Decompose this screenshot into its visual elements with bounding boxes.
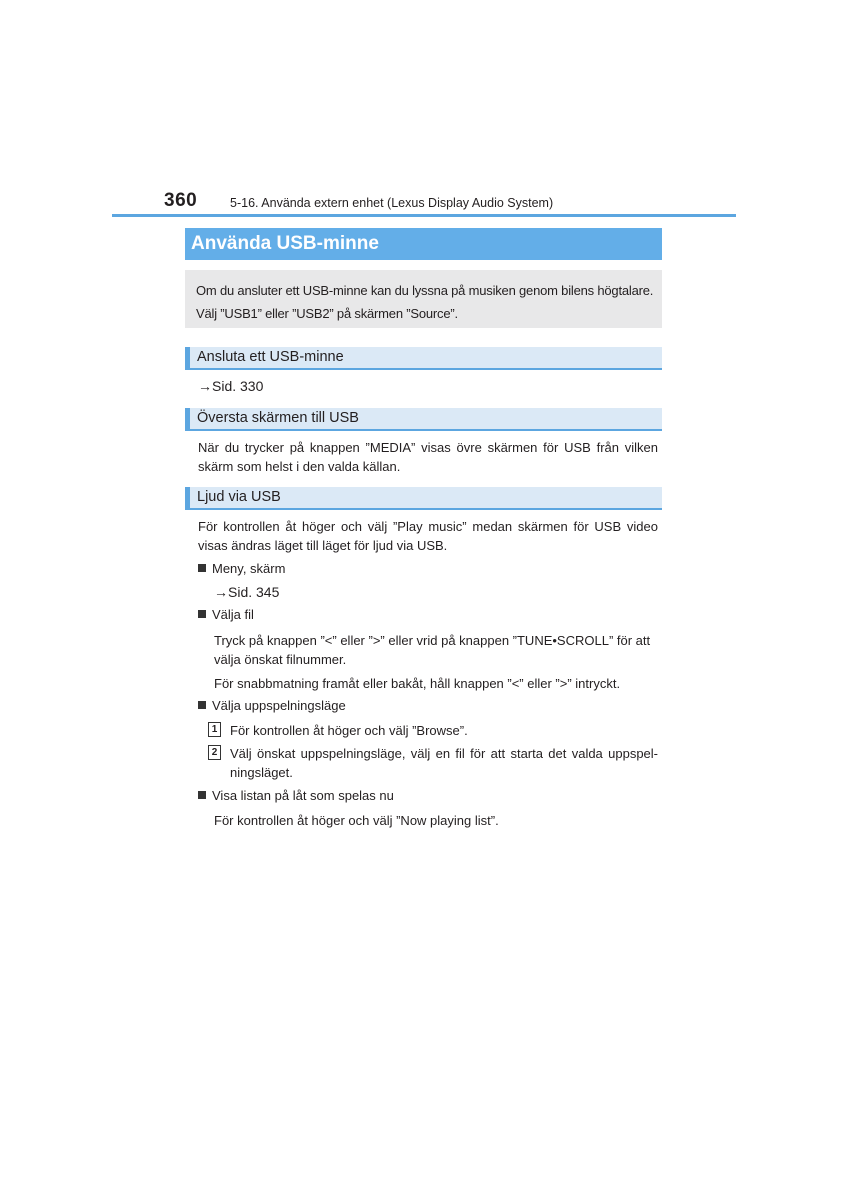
section-heading-top-screen — [185, 408, 662, 431]
section-heading-connect — [185, 347, 662, 370]
audio-text: För kontrollen åt höger och välj ”Play music” medan skärmen för USB video visas ändras läget till läget för ljud via USB. — [198, 519, 658, 553]
connect-page-ref: →Sid. 330 — [198, 378, 264, 394]
now-playing-heading — [198, 788, 394, 803]
section-heading-audio-label: Ljud via USB — [197, 489, 281, 505]
section-header: 5-16. Använda extern enhet (Lexus Display Audio System) — [230, 196, 554, 210]
select-file-heading-label: Välja fil — [212, 607, 254, 622]
top-screen-text: När du trycker på knappen ”MEDIA” visas övre skärmen för USB från vilken skärm som helst i den valda källan. — [198, 440, 658, 474]
intro-line-1: Om du ansluter ett USB-minne kan du lyssna på musiken genom bilens högtalare. — [196, 283, 654, 298]
page-title-bar — [185, 228, 662, 260]
now-playing-text: För kontrollen åt höger och välj ”Now playing list”. — [214, 813, 499, 828]
bullet-square-icon — [198, 701, 206, 709]
bullet-square-icon — [198, 610, 206, 618]
section-heading-audio — [185, 487, 662, 510]
section-heading-top-screen-label: Översta skärmen till USB — [197, 410, 359, 426]
playback-mode-heading — [198, 698, 346, 713]
select-file-text-2: För snabbmatning framåt eller bakåt, håll knappen ”<” eller ”>” intryckt. — [214, 676, 621, 691]
step-number-2: 2 — [208, 745, 221, 760]
intro-box — [185, 270, 662, 328]
playback-mode-heading-label: Välja uppspelningsläge — [212, 698, 346, 713]
now-playing-heading-label: Visa listan på låt som spelas nu — [212, 788, 394, 803]
bullet-square-icon — [198, 564, 206, 572]
select-file-text-1: Tryck på knappen ”<” eller ”>” eller vrid på knappen ”TUNE•SCROLL” för att välja önskat filnummer. — [214, 633, 651, 667]
step-number-1: 1 — [208, 722, 221, 737]
intro-line-2: Välj ”USB1” eller ”USB2” på skärmen ”Source”. — [196, 306, 458, 321]
page-number: 360 — [164, 190, 198, 211]
step-text-2: Välj önskat uppspelningsläge, välj en fil för att starta det valda uppspel-ningsläget. — [230, 746, 658, 780]
bullet-square-icon — [198, 791, 206, 799]
step-text-1: För kontrollen åt höger och välj ”Browse”. — [230, 723, 468, 738]
menu-screen-heading — [198, 561, 285, 576]
menu-screen-heading-label: Meny, skärm — [212, 561, 286, 576]
select-file-heading — [198, 607, 254, 622]
section-heading-connect-label: Ansluta ett USB-minne — [197, 349, 344, 365]
menu-page-ref: →Sid. 345 — [214, 584, 280, 600]
header-rule — [112, 214, 736, 217]
page-title: Använda USB-minne — [191, 233, 379, 254]
